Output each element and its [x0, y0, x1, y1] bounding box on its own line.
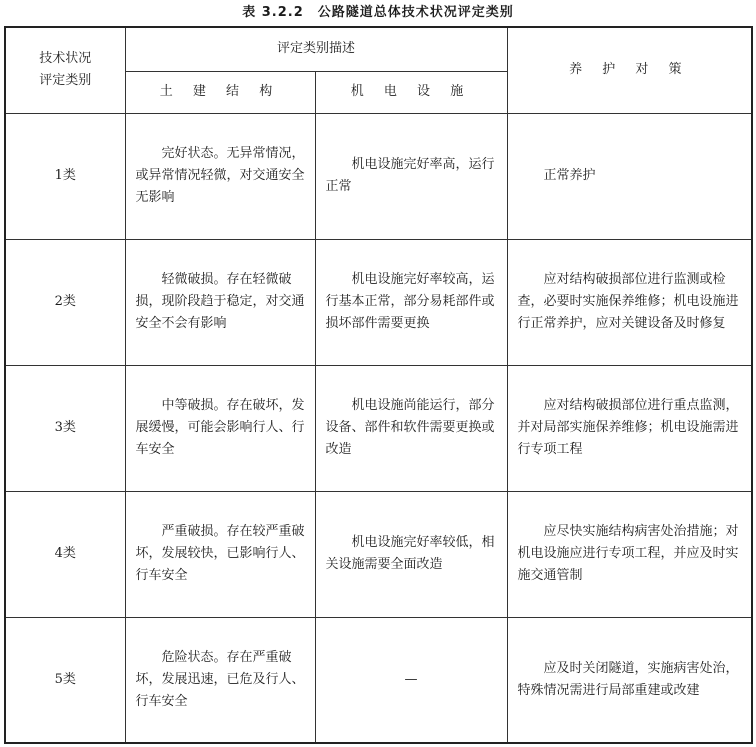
grade-cell: 5类	[5, 617, 125, 743]
civil-cell: 轻微破损。存在轻微破损，现阶段趋于稳定，对交通安全不会有影响	[125, 239, 315, 365]
electromech-cell: 机电设施完好率高，运行正常	[315, 113, 507, 239]
electromech-cell: 机电设施完好率较高，运行基本正常，部分易耗部件或损坏部件需要更换	[315, 239, 507, 365]
header-grade-line-2: 评定类别	[39, 73, 92, 89]
table-row	[5, 113, 752, 239]
maintenance-cell: 应对结构破损部位进行重点监测，并对局部实施保养维修；机电设施需进行专项工程	[507, 365, 752, 491]
table-caption: 表 3.2.2 公路隧道总体技术状况评定类别	[242, 5, 514, 20]
header-row-1	[5, 27, 752, 71]
table-row	[5, 239, 752, 365]
table-row	[5, 617, 752, 743]
table-row	[5, 365, 752, 491]
maintenance-cell: 正常养护	[507, 113, 752, 239]
table-row	[5, 491, 752, 617]
grade-cell: 4类	[5, 491, 125, 617]
electromech-cell: 机电设施尚能运行，部分设备、部件和软件需要更换或改造	[315, 365, 507, 491]
civil-cell: 完好状态。无异常情况，或异常情况轻微，对交通安全无影响	[125, 113, 315, 239]
grade-cell: 3类	[5, 365, 125, 491]
civil-cell: 严重破损。存在较严重破坏，发展较快，已影响行人、行车安全	[125, 491, 315, 617]
electromech-cell: 机电设施完好率较低，相关设施需要全面改造	[315, 491, 507, 617]
header-civil: 土 建 结 构	[125, 71, 315, 113]
maintenance-cell: 应对结构破损部位进行监测或检查，必要时实施保养维修；机电设施进行正常养护，应对关键设备及时修复	[507, 239, 752, 365]
tunnel-condition-table	[4, 26, 753, 744]
grade-cell: 2类	[5, 239, 125, 365]
maintenance-cell: 应及时关闭隧道，实施病害处治，特殊情况需进行局部重建或改建	[507, 617, 752, 743]
electromech-cell: —	[315, 617, 507, 743]
grade-cell: 1类	[5, 113, 125, 239]
header-description-group: 评定类别描述	[125, 27, 507, 71]
header-grade-line-1: 技术状况	[39, 51, 92, 67]
header-electromech: 机 电 设 施	[315, 71, 507, 113]
header-grade-column	[5, 27, 125, 113]
civil-cell: 中等破损。存在破坏，发展缓慢，可能会影响行人、行车安全	[125, 365, 315, 491]
maintenance-cell: 应尽快实施结构病害处治措施；对机电设施应进行专项工程，并应及时实施交通管制	[507, 491, 752, 617]
civil-cell: 危险状态。存在严重破坏，发展迅速，已危及行人、行车安全	[125, 617, 315, 743]
header-maintenance: 养 护 对 策	[507, 27, 752, 113]
